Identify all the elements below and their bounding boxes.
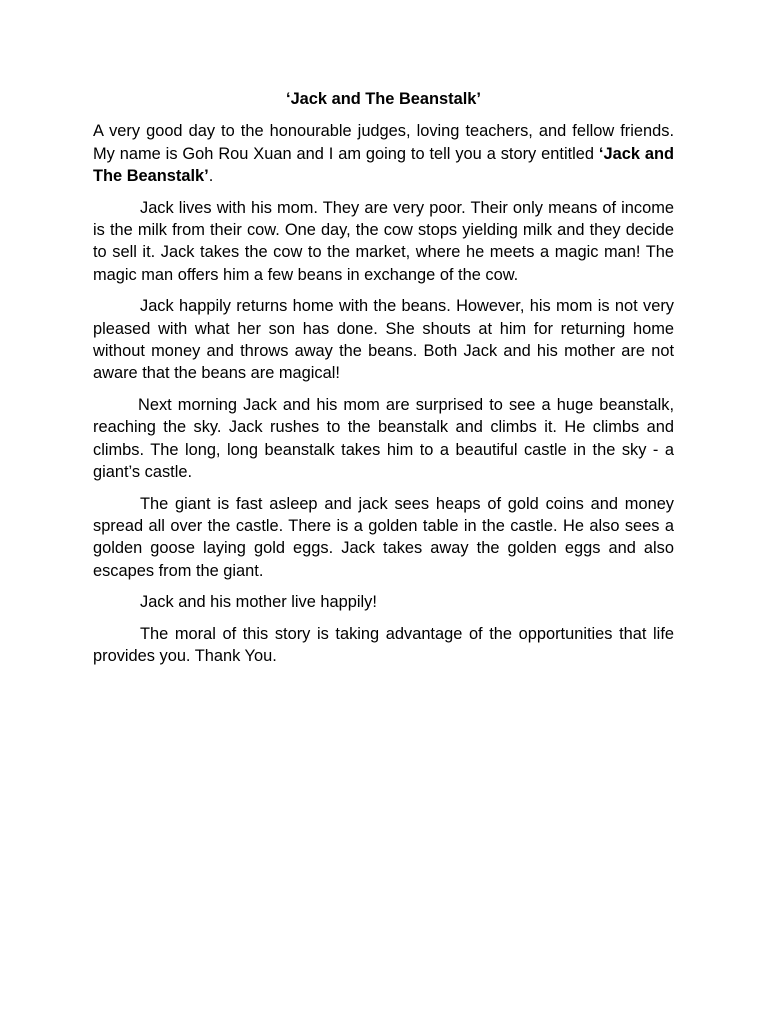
paragraph-6: The moral of this story is taking advantage of the opportunities that life provides you. Thank You. [93,624,674,665]
intro-text: A very good day to the honourable judges, loving teachers, and fellow friends. My name is Goh Rou Xuan and I am going to tell you a story entitled [93,122,674,163]
paragraph-5: Jack and his mother live happily! [140,593,377,612]
intro-story-name: ‘Jack and The Beanstalk’ [93,144,674,186]
paragraph-4: The giant is fast asleep and jack sees heaps of gold coins and money spread all over the castle. There is a golden table in the castle. He also sees a golden goose laying gold eggs. Jack takes away the golden eggs and also escapes from the giant. [93,494,674,580]
paragraph-2: Jack happily returns home with the beans. However, his mom is not very pleased with what her son has done. She shouts at him for returning home without money and throws away the beans. Both Jack and his mother are not aware that the beans are magical! [93,297,674,383]
document-body [93,88,674,676]
intro-end: . [208,167,214,186]
paragraph-1: Jack lives with his mom. They are very poor. Their only means of income is the milk from their cow. One day, the cow stops yielding milk and they decide to sell it. Jack takes the cow to the market, where he meets a magic man! The magic man offers him a few beans in exchange of the cow. [93,198,674,284]
intro-paragraph [93,120,674,187]
document-title: ‘Jack and The Beanstalk’ [286,90,481,108]
paragraph-3: Next morning Jack and his mom are surprised to see a huge beanstalk, reaching the sky. Jack rushes to the beanstalk and climbs it. He climbs and climbs. The long, long beanstalk takes him to a beautiful castle in the sky - a giant’s castle. [93,395,674,482]
